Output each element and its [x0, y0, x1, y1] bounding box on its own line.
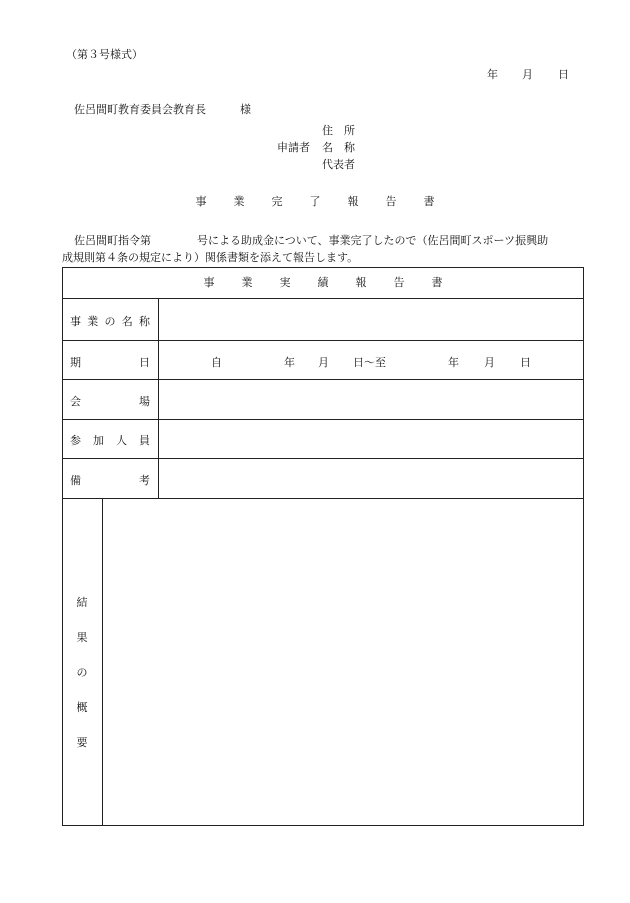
- period-month-1: 月: [318, 356, 329, 369]
- label-char: 員: [139, 434, 150, 447]
- label-char: 名: [121, 315, 133, 328]
- table-column-rule: [158, 298, 159, 498]
- row-label-remarks: [70, 472, 150, 488]
- label-char: 結: [76, 596, 88, 609]
- label-char: 概: [76, 701, 88, 714]
- table-rule: [62, 340, 584, 341]
- summary-label: [62, 585, 102, 760]
- form-number: （第３号様式）: [66, 48, 143, 61]
- label-char: 事: [70, 315, 81, 328]
- label-char: 要: [76, 736, 88, 749]
- label-char: 果: [76, 631, 88, 644]
- label-char: 業: [87, 315, 99, 328]
- row-label-period: [70, 354, 150, 370]
- table-rule: [62, 298, 584, 299]
- date-month-label: 月: [522, 68, 533, 81]
- body-line-1-prefix: 佐呂間町指令第: [74, 234, 151, 247]
- label-char: 期: [70, 356, 81, 369]
- period-year-1: 年: [284, 356, 295, 369]
- table-rule: [62, 379, 584, 380]
- period-day-2: 日: [520, 356, 531, 369]
- label-char: 加: [93, 434, 104, 447]
- applicant-address-label: 住 所: [322, 124, 355, 137]
- label-char: の: [76, 666, 88, 679]
- label-char: の: [104, 315, 116, 328]
- applicant-representative-label: 代表者: [322, 158, 355, 171]
- document-title: 事業完了報告書: [195, 195, 462, 208]
- table-rule: [62, 419, 584, 420]
- date-year-label: 年: [487, 68, 498, 81]
- table-title: 事業実績報告書: [203, 276, 470, 289]
- period-from: 自: [211, 356, 222, 369]
- table-rule: [62, 498, 584, 499]
- body-line-2: 成規則第４条の規定により）関係書類を添えて報告します。: [62, 251, 359, 264]
- report-table: [62, 267, 584, 826]
- table-rule: [62, 458, 584, 459]
- row-label-project-name: [70, 313, 150, 329]
- body-line-1: [74, 234, 548, 248]
- label-char: 考: [139, 474, 150, 487]
- label-char: 会: [70, 395, 81, 408]
- applicant-name-label: 名 称: [322, 141, 355, 154]
- label-char: 日: [139, 356, 150, 369]
- addressee-name: 佐呂間町教育委員会教育長: [74, 103, 206, 116]
- period-year-2: 年: [448, 356, 459, 369]
- label-char: 場: [139, 395, 150, 408]
- label-char: 称: [139, 315, 150, 328]
- period-day-to: 日〜至: [353, 356, 386, 369]
- row-label-venue: [70, 393, 150, 409]
- label-char: 人: [116, 434, 127, 447]
- row-label-participants: [70, 432, 150, 448]
- label-char: 参: [70, 434, 81, 447]
- applicant-label: 申請者: [277, 141, 310, 154]
- table-column-rule: [102, 498, 103, 826]
- period-month-2: 月: [484, 356, 495, 369]
- body-line-1-suffix: 号による助成金について、事業完了したので（佐呂間町スポーツ振興助: [197, 234, 549, 247]
- label-char: 備: [70, 474, 81, 487]
- date-day-label: 日: [558, 68, 569, 81]
- addressee-honorific: 様: [240, 103, 251, 116]
